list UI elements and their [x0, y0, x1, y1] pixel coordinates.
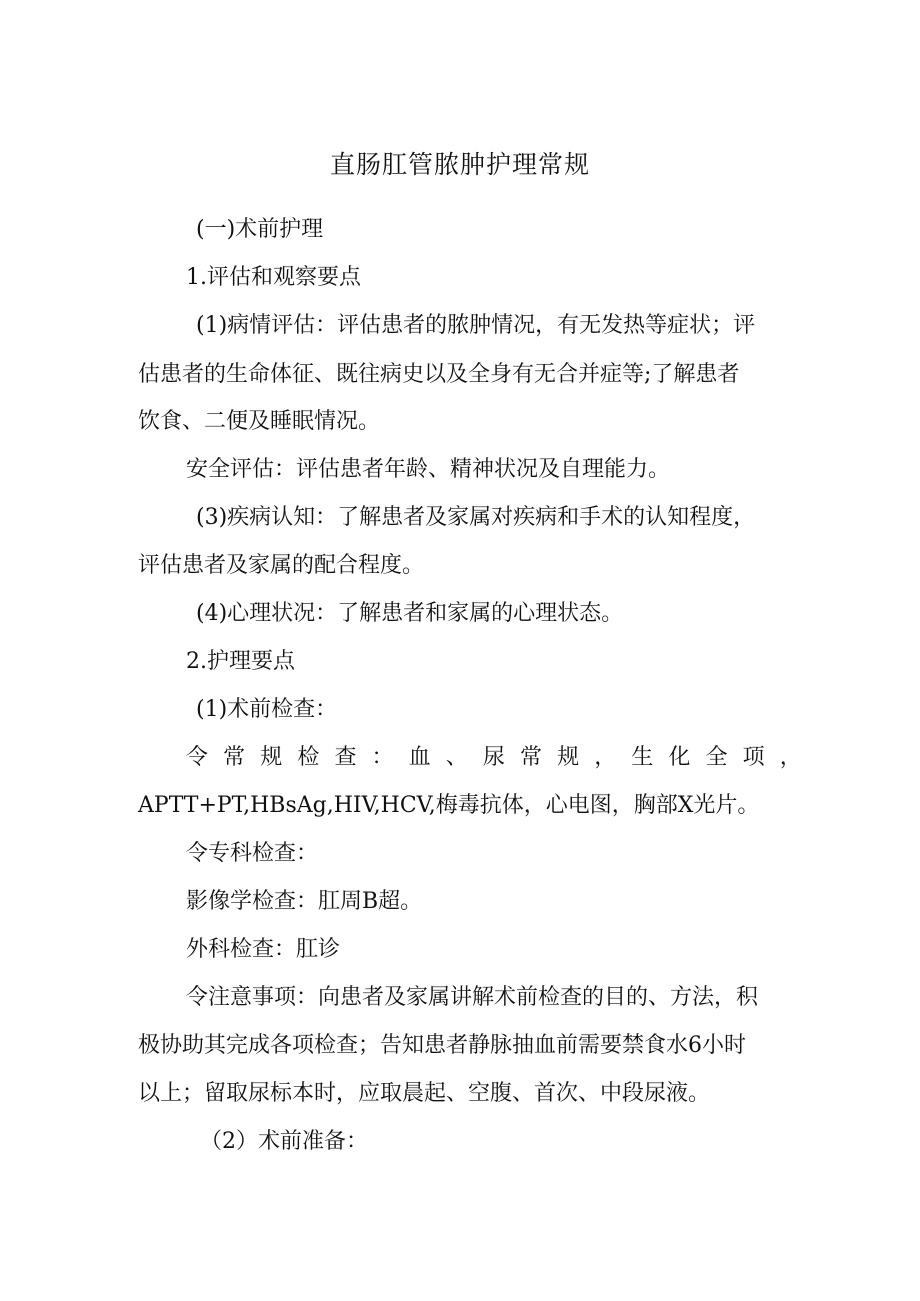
char: 规 — [557, 745, 580, 770]
char: 常 — [223, 745, 246, 770]
char: 查 — [334, 745, 357, 770]
paragraph-line: (3)疾病认知：了解患者及家属对疾病和手术的认知程度， — [196, 505, 756, 530]
paragraph-line: 影像学检查：肛周B超。 — [186, 889, 423, 914]
paragraph-line: 饮食、二便及睡眠情况。 — [138, 409, 381, 434]
document-title: 直肠肛管脓肿护理常规 — [329, 150, 590, 179]
paragraph-line: (1)术前检查： — [196, 697, 338, 722]
char: 生 — [631, 745, 654, 770]
char: 规 — [260, 745, 283, 770]
paragraph-line: 令注意事项：向患者及家属讲解术前检查的目的、方法，积 — [186, 985, 759, 1010]
section-heading-preop: (一)术前护理 — [196, 217, 324, 242]
char: ， — [594, 745, 617, 770]
char: ， — [779, 745, 802, 770]
paragraph-line: 安全评估：评估患者年龄、精神状况及自理能力。 — [186, 457, 671, 482]
subheading-nursing-points: 2.护理要点 — [186, 649, 295, 674]
paragraph-line: 极协助其完成各项检查；告知患者静脉抽血前需要禁食水6小时 — [138, 1033, 746, 1058]
char: 检 — [297, 745, 320, 770]
char: 常 — [519, 745, 542, 770]
char: 化 — [668, 745, 691, 770]
paragraph-line: 外科检查：肛诊 — [186, 937, 341, 962]
paragraph-line: （2）术前准备： — [200, 1129, 368, 1154]
char: 令 — [186, 745, 209, 770]
paragraph-line: 评估患者及家属的配合程度。 — [138, 553, 425, 578]
paragraph-line: 以上；留取尿标本时，应取晨起、空腹、首次、中段尿液。 — [138, 1081, 711, 1106]
char: 项 — [742, 745, 765, 770]
char: ： — [371, 745, 394, 770]
paragraph-line: APTT+PT,HBsAg,HIV,HCV,梅毒抗体，心电图，胸部X光片。 — [138, 793, 760, 818]
char: 、 — [445, 745, 468, 770]
paragraph-line: 估患者的生命体征、既往病史以及全身有无合并症等;了解患者 — [138, 362, 740, 387]
paragraph-line: 令专科检查： — [186, 841, 319, 866]
paragraph-line-justified — [186, 742, 802, 774]
subheading-assessment: 1.评估和观察要点 — [186, 265, 361, 290]
paragraph-line: (1)病情评估：评估患者的脓肿情况，有无发热等症状；评 — [196, 313, 756, 338]
char: 全 — [705, 745, 728, 770]
char: 血 — [408, 745, 431, 770]
char: 尿 — [482, 745, 505, 770]
paragraph-line: (4)心理状况：了解患者和家属的心理状态。 — [196, 601, 624, 626]
